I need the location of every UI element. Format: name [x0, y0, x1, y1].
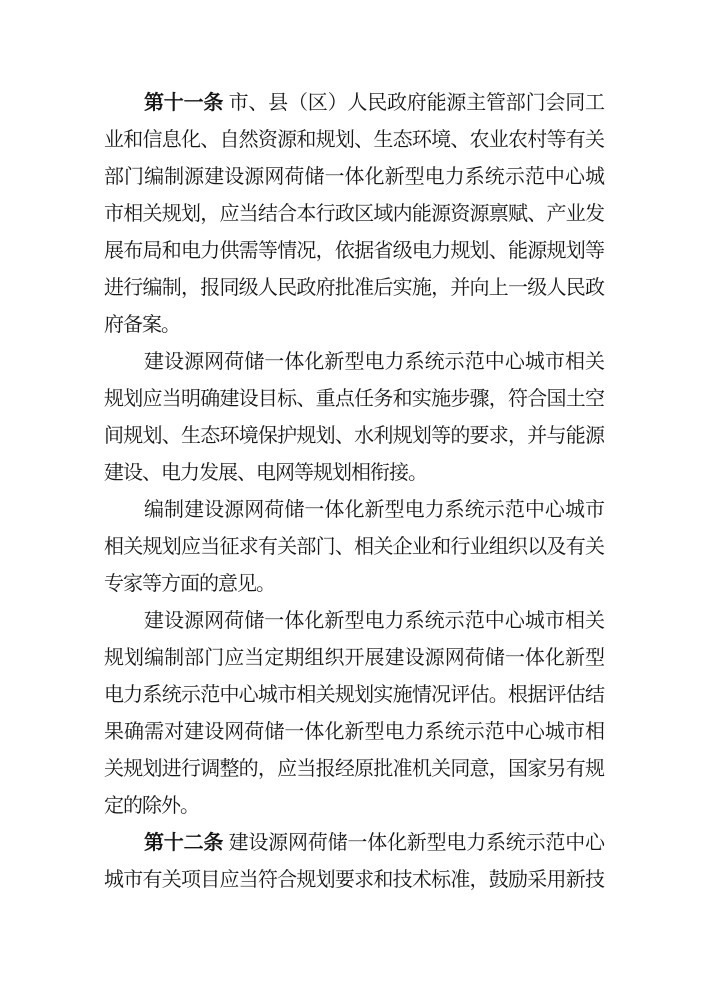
text-line: 展布局和电力供需等情况，依据省级电力规划、能源规划等	[104, 240, 604, 262]
text-line: 府备案。	[104, 314, 180, 336]
paragraph-article-12	[104, 825, 604, 899]
text-line: 第十二条 建设源网荷储一体化新型电力系统示范中心	[144, 832, 605, 854]
article-number: 第十一条	[144, 92, 224, 114]
text-line: 部门编制源建设源网荷储一体化新型电力系统示范中心城	[104, 166, 604, 188]
text-line: 相关规划应当征求有关部门、相关企业和行业组织以及有关	[104, 536, 604, 558]
text-line: 城市有关项目应当符合规划要求和技术标准，鼓励采用新技	[104, 869, 604, 891]
text-line: 规划编制部门应当定期组织开展建设源网荷储一体化新型	[104, 647, 604, 669]
paragraph-article-11-clause-2	[104, 344, 604, 492]
text-line: 定的除外。	[104, 795, 199, 817]
paragraph-article-11-clause-4	[104, 603, 604, 825]
text-line: 间规划、生态环境保护规划、水利规划等的要求，并与能源	[104, 425, 604, 447]
paragraph-article-11	[104, 85, 604, 344]
article-number: 第十二条	[144, 832, 224, 854]
text-line: 编制建设源网荷储一体化新型电力系统示范中心城市	[144, 499, 604, 521]
text-line: 业和信息化、自然资源和规划、生态环境、农业农村等有关	[104, 129, 604, 151]
text-line: 市相关规划，应当结合本行政区域内能源资源禀赋、产业发	[104, 203, 604, 225]
text-line: 建设源网荷储一体化新型电力系统示范中心城市相关	[144, 351, 604, 373]
text-line: 专家等方面的意见。	[104, 573, 275, 595]
text-line: 果确需对建设网荷储一体化新型电力系统示范中心城市相	[104, 721, 604, 743]
text-line: 建设、电力发展、电网等规划相衔接。	[104, 462, 427, 484]
text-line: 第十一条 市、县（区）人民政府能源主管部门会同工	[144, 92, 605, 114]
text-line: 建设源网荷储一体化新型电力系统示范中心城市相关	[144, 610, 604, 632]
document-body	[104, 85, 604, 899]
text-line: 进行编制，报同级人民政府批准后实施，并向上一级人民政	[104, 277, 604, 299]
text-line: 关规划进行调整的，应当报经原批准机关同意，国家另有规	[104, 758, 604, 780]
text-line: 规划应当明确建设目标、重点任务和实施步骤，符合国土空	[104, 388, 604, 410]
text-line: 电力系统示范中心城市相关规划实施情况评估。根据评估结	[104, 684, 604, 706]
paragraph-article-11-clause-3	[104, 492, 604, 603]
